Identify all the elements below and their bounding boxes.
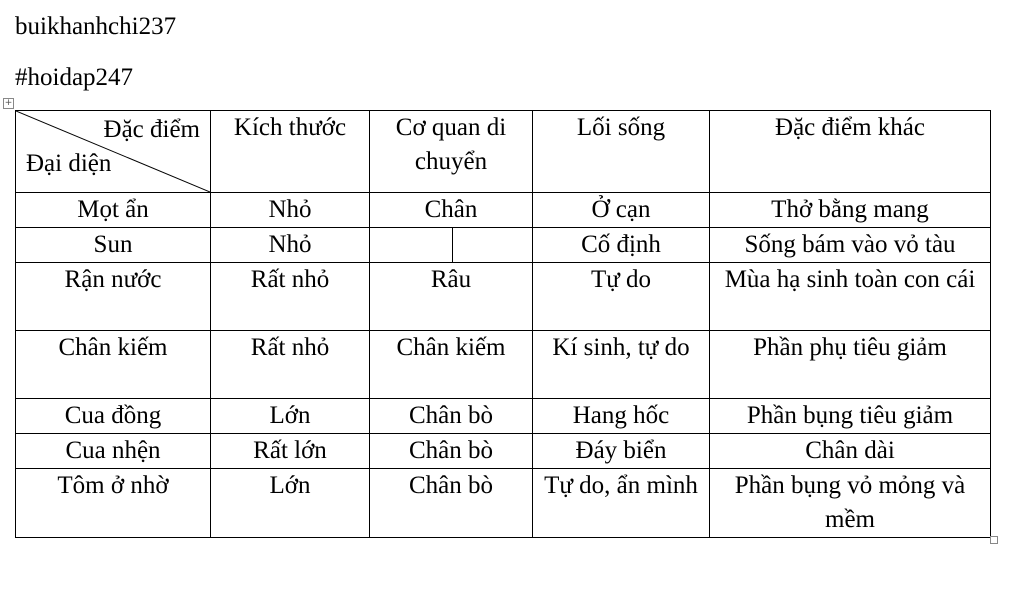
cell-size: Nhỏ	[211, 193, 370, 228]
header-representative-label: Đại diện	[26, 150, 112, 177]
cell-movement: Chân bò	[370, 399, 533, 434]
table-row	[16, 434, 991, 469]
table-row	[16, 469, 991, 538]
cell-other: Phần phụ tiêu giảm	[710, 331, 991, 399]
cell-lifestyle: Kí sinh, tự do	[533, 331, 710, 399]
cell-movement: Chân bò	[370, 469, 533, 538]
cell-size: Lớn	[211, 469, 370, 538]
cell-name: Sun	[16, 228, 211, 263]
header-size: Kích thước	[211, 111, 370, 193]
table-move-handle-icon[interactable]: +	[4, 98, 13, 108]
cell-other: Phần bụng vỏ mỏng và mềm	[710, 469, 991, 538]
cell-other: Thở bằng mang	[710, 193, 991, 228]
header-feature-label: Đặc điểm	[103, 116, 200, 143]
header-other-features: Đặc điểm khác	[710, 111, 991, 193]
table-resize-handle-icon[interactable]	[990, 536, 998, 544]
table-row	[16, 193, 991, 228]
cell-movement	[370, 228, 533, 263]
header-lifestyle: Lối sống	[533, 111, 710, 193]
author-name: buikhanhchi237	[15, 13, 177, 40]
cell-name: Mọt ẩn	[16, 193, 211, 228]
cell-movement: Chân kiếm	[370, 331, 533, 399]
cell-other: Phần bụng tiêu giảm	[710, 399, 991, 434]
cell-split-line	[452, 228, 453, 262]
cell-lifestyle: Tự do	[533, 263, 710, 331]
table-row	[16, 263, 991, 331]
cell-other: Chân dài	[710, 434, 991, 469]
cell-lifestyle: Đáy biển	[533, 434, 710, 469]
cell-other: Mùa hạ sinh toàn con cái	[710, 263, 991, 331]
cell-size: Rất lớn	[211, 434, 370, 469]
cell-lifestyle: Ở cạn	[533, 193, 710, 228]
cell-name: Rận nước	[16, 263, 211, 331]
cell-name: Tôm ở nhờ	[16, 469, 211, 538]
cell-name: Cua nhện	[16, 434, 211, 469]
cell-lifestyle: Cố định	[533, 228, 710, 263]
diagonal-header-cell	[16, 111, 211, 193]
table-row	[16, 331, 991, 399]
cell-movement: Chân	[370, 193, 533, 228]
header-movement-organ: Cơ quan di chuyển	[370, 111, 533, 193]
table-header-row	[16, 111, 991, 193]
table-row	[16, 228, 991, 263]
cell-name: Cua đồng	[16, 399, 211, 434]
hashtag: #hoidap247	[15, 64, 134, 91]
cell-other: Sống bám vào vỏ tàu	[710, 228, 991, 263]
cell-size: Lớn	[211, 399, 370, 434]
cell-size: Rất nhỏ	[211, 263, 370, 331]
cell-movement: Râu	[370, 263, 533, 331]
cell-size: Rất nhỏ	[211, 331, 370, 399]
cell-lifestyle: Tự do, ẩn mình	[533, 469, 710, 538]
cell-movement: Chân bò	[370, 434, 533, 469]
table-row	[16, 399, 991, 434]
crustacean-table	[15, 110, 991, 538]
cell-size: Nhỏ	[211, 228, 370, 263]
cell-name: Chân kiếm	[16, 331, 211, 399]
cell-lifestyle: Hang hốc	[533, 399, 710, 434]
